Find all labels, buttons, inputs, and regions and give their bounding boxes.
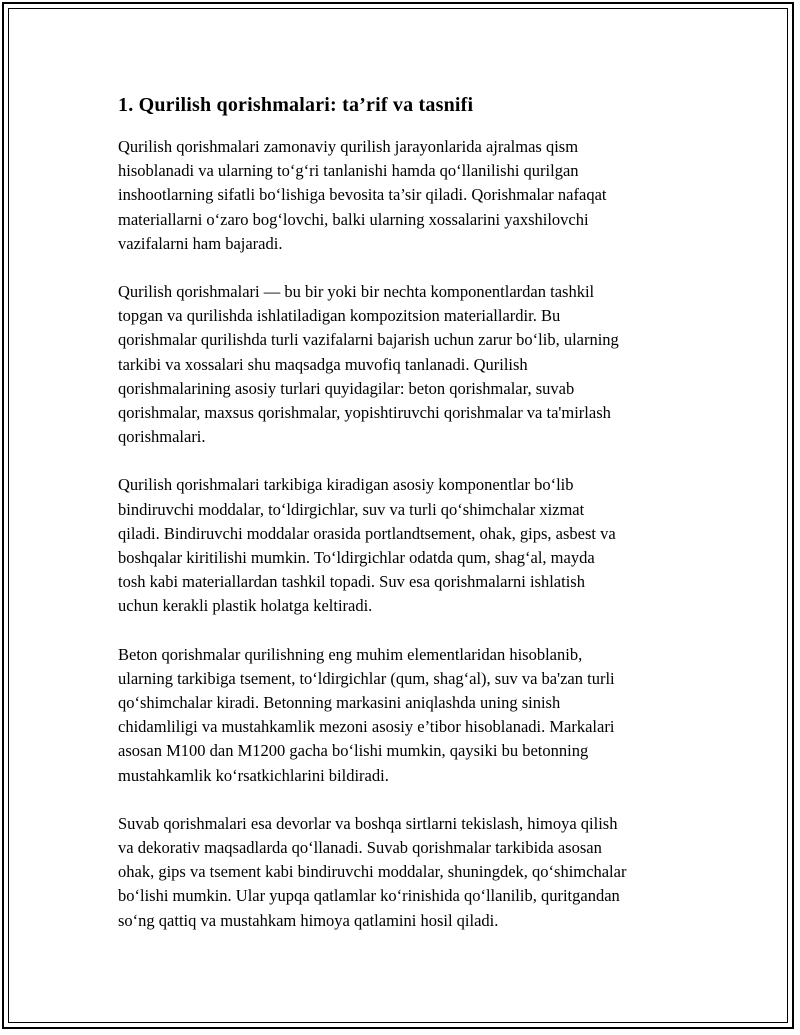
text-line: topgan va qurilishda ishlatiladigan kompozitsion materiallardir. Bu xyxy=(118,306,561,326)
text-line: bindiruvchi moddalar, to‘ldirgichlar, suv va turli qo‘shimchalar xizmat xyxy=(118,499,585,519)
text-line: Qurilish qorishmalari tarkibiga kiradigan asosiy komponentlar bo‘lib xyxy=(118,475,574,495)
text-line: tosh kabi materiallardan tashkil topadi. Suv esa qorishmalarni ishlatish xyxy=(118,572,585,592)
text-line: qorishmalar, maxsus qorishmalar, yopishtiruvchi qorishmalar va ta'mirlash xyxy=(118,403,611,423)
document-body xyxy=(118,92,698,957)
text-line: hisoblanadi va ularning to‘g‘ri tanlanishi hamda qo‘llanilishi qurilgan xyxy=(118,161,579,181)
paragraph-1 xyxy=(118,135,698,256)
text-line: qorishmalarining asosiy turlari quyidagilar: beton qorishmalar, suvab xyxy=(118,378,575,398)
text-line: qiladi. Bindiruvchi moddalar orasida portlandtsement, ohak, gips, asbest va xyxy=(118,523,616,543)
text-line: Beton qorishmalar qurilishning eng muhim elementlaridan hisoblanib, xyxy=(118,644,583,664)
paragraph-2 xyxy=(118,280,698,449)
paragraph-3 xyxy=(118,473,698,618)
text-line: boshqalar kiritilishi mumkin. To‘ldirgichlar odatda qum, shag‘al, mayda xyxy=(118,548,595,568)
text-line: Qurilish qorishmalari — bu bir yoki bir nechta komponentlardan tashkil xyxy=(118,282,595,302)
text-line: ularning tarkibiga tsement, to‘ldirgichlar (qum, shag‘al), suv va ba'zan turli xyxy=(118,668,615,688)
text-line: asosan M100 dan M1200 gacha bo‘lishi mumkin, qaysiki bu betonning xyxy=(118,741,589,761)
text-line: va dekorativ maqsadlarda qo‘llanadi. Suvab qorishmalar tarkibida asosan xyxy=(118,838,602,858)
text-line: so‘ng qattiq va mustahkam himoya qatlamini hosil qiladi. xyxy=(118,910,499,930)
text-line: Suvab qorishmalari esa devorlar va boshqa sirtlarni tekislash, himoya qilish xyxy=(118,813,618,833)
text-line: chidamliligi va mustahkamlik mezoni asosiy e’tibor hisoblanadi. Markalari xyxy=(118,717,615,737)
text-line: qorishmalari. xyxy=(118,427,206,447)
paragraph-5 xyxy=(118,812,698,933)
text-line: vazifalarni ham bajaradi. xyxy=(118,233,283,253)
text-line: uchun kerakli plastik holatga keltiradi. xyxy=(118,596,373,616)
section-heading: 1. Qurilish qorishmalari: ta’rif va tasnifi xyxy=(118,94,474,116)
paragraph-4 xyxy=(118,643,698,788)
text-line: qo‘shimchalar kiradi. Betonning markasini aniqlashda uning sinish xyxy=(118,693,561,713)
text-line: inshootlarning sifatli bo‘lishiga bevosita ta’sir qiladi. Qorishmalar nafaqat xyxy=(118,185,607,205)
text-line: materiallarni o‘zaro bog‘lovchi, balki ularning xossalarini yaxshilovchi xyxy=(118,209,589,229)
text-line: Qurilish qorishmalari zamonaviy qurilish jarayonlarida ajralmas qism xyxy=(118,137,579,156)
text-line: qorishmalar qurilishda turli vazifalarni bajarish uchun zarur bo‘lib, ularning xyxy=(118,330,619,350)
text-line: tarkibi va xossalari shu maqsadga muvofiq tanlanadi. Qurilish xyxy=(118,354,528,374)
text-line: ohak, gips va tsement kabi bindiruvchi moddalar, shuningdek, qo‘shimchalar xyxy=(118,862,627,882)
text-line: bo‘lishi mumkin. Ular yupqa qatlamlar ko‘rinishida qo‘llanilib, quritgandan xyxy=(118,886,620,906)
text-line: mustahkamlik ko‘rsatkichlarini bildiradi. xyxy=(118,765,389,785)
